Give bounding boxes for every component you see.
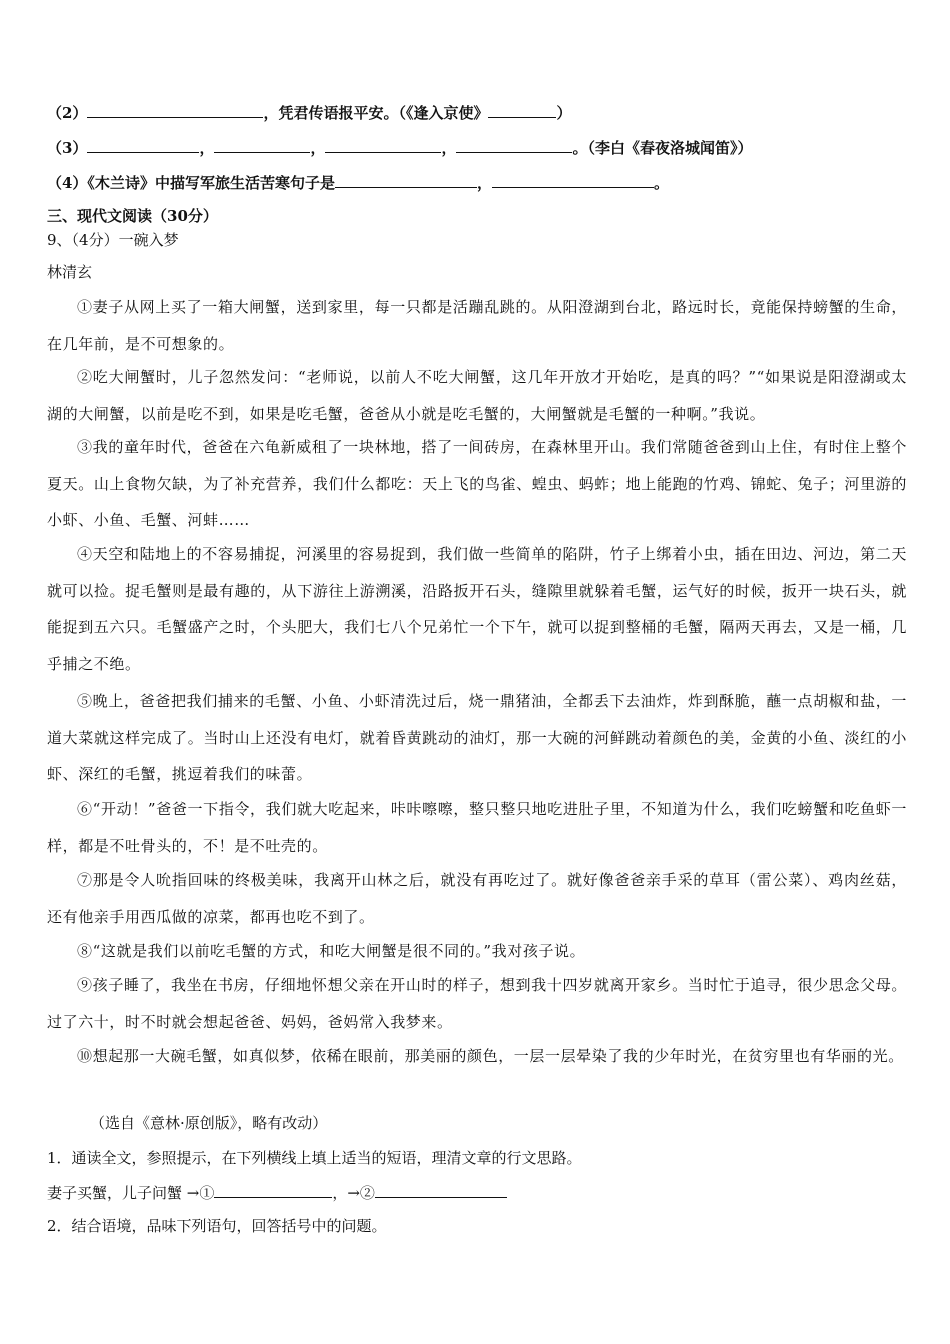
q3-blank-1[interactable] [87, 137, 199, 153]
q3-sep-1: ， [199, 139, 215, 157]
fill-in-q4 [47, 172, 669, 193]
question-9-header: 9、（4分）一碗入梦 [47, 231, 179, 249]
paragraph-7: ⑦那是令人吮指回味的终极美味，我离开山林之后，就没有再吃过了。就好像爸爸亲手采的草耳（雷公菜）、鸡肉丝菇，还有他亲手用西瓜做的凉菜，都再也吃不到了。 [47, 871, 907, 926]
q1-blank-2[interactable] [375, 1182, 507, 1198]
q4-blank-1[interactable] [335, 172, 477, 188]
paragraph-1: ①妻子从网上买了一箱大闸蟹，送到家里，每一只都是活蹦乱跳的。从阳澄湖到台北，路远时长，竟能保持螃蟹的生命，在几年前，是不可想象的。 [47, 298, 907, 353]
q2-blank-2[interactable] [488, 102, 556, 118]
paragraph-9: ⑨孩子睡了，我坐在书房，仔细地怀想父亲在开山时的样子，想到我十四岁就离开家乡。当时忙于追寻，很少思念父母。过了六十，时不时就会想起爸爸、妈妈，爸妈常入我梦来。 [47, 976, 907, 1031]
section-heading: 三、现代文阅读（30分） [47, 207, 218, 225]
q2-text: ，凭君传语报平安。（《逢入京使》 [263, 104, 489, 122]
paragraph-5: ⑤晚上，爸爸把我们捕来的毛蟹、小鱼、小虾清洗过后，烧一鼎猪油，全都丢下去油炸，炸到酥脆，蘸一点胡椒和盐，一道大菜就这样完成了。当时山上还没有电灯，就着昏黄跳动的油灯，那一大碗的河鲜跳动着颜色的美，金黄的小鱼、淡红的小虾、深红的毛蟹，挑逗着我们的味蕾。 [47, 692, 907, 783]
paragraph-8: ⑧“这就是我们以前吃毛蟹的方式，和吃大闸蟹是很不同的。”我对孩子说。 [77, 942, 586, 960]
paragraph-2: ②吃大闸蟹时，儿子忽然发问：“老师说，以前人不吃大闸蟹，这几年开放才开始吃，是真的吗？”“如果说是阳澄湖或太湖的大闸蟹，以前是吃不到，如果是吃毛蟹，爸爸从小就是吃毛蟹的，大闸蟹就是毛蟹的一种啊。”我说。 [47, 368, 907, 423]
sub-question-1-prompt [47, 1182, 507, 1203]
q1-blank-1[interactable] [214, 1182, 332, 1198]
source-note: （选自《意林·原创版》，略有改动） [90, 1114, 328, 1132]
q3-end: 。（李白《春夜洛城闻笛》） [572, 139, 753, 157]
q2-number: （2） [47, 104, 88, 122]
q4-end: 。 [653, 174, 669, 192]
paragraph-4: ④天空和陆地上的不容易捕捉，河溪里的容易捉到，我们做一些简单的陷阱，竹子上绑着小虫，插在田边、河边，第二天就可以捡。捉毛蟹则是最有趣的，从下游往上游溯溪，沿路扳开石头，缝隙里就躲着毛蟹，运气好的时候，扳开一块石头，就能捉到五六只。毛蟹盛产之时，个头肥大，我们七八个兄弟忙一个下午，就可以捉到整桶的毛蟹，隔两天再去，又是一桶，几乎捕之不绝。 [47, 545, 907, 673]
paragraph-6: ⑥“开动！”爸爸一下指令，我们就大吃起来，咔咔嚓嚓，整只整只地吃进肚子里，不知道为什么，我们吃螃蟹和吃鱼虾一样，都是不吐骨头的，不！是不吐壳的。 [47, 800, 907, 855]
q3-blank-3[interactable] [325, 137, 441, 153]
q1-prompt-text: 妻子买蟹，儿子问蟹 →① [47, 1184, 215, 1202]
sub-question-1: 1．通读全文，参照提示，在下列横线上填上适当的短语，理清文章的行文思路。 [47, 1149, 582, 1167]
q4-blank-2[interactable] [492, 172, 654, 188]
q2-blank-1[interactable] [87, 102, 263, 118]
q4-text: （4）《木兰诗》中描写军旅生活苦寒句子是 [47, 174, 335, 192]
q1-arrow-text: ，→② [332, 1184, 375, 1202]
q3-blank-2[interactable] [214, 137, 310, 153]
q2-end: ） [556, 104, 572, 122]
paragraph-3: ③我的童年时代，爸爸在六龟新威租了一块林地，搭了一间砖房，在森林里开山。我们常随爸爸到山上住，有时住上整个夏天。山上食物欠缺，为了补充营养，我们什么都吃：天上飞的鸟雀、蝗虫、蚂蚱；地上能跑的竹鸡、锦蛇、兔子；河里游的小虾、小鱼、毛蟹、河蚌…… [47, 438, 907, 529]
fill-in-q2 [47, 102, 571, 123]
article-author: 林清玄 [47, 263, 93, 281]
q3-number: （3） [47, 139, 88, 157]
sub-question-2: 2．结合语境，品味下列语句，回答括号中的问题。 [47, 1217, 387, 1235]
q3-sep-2: ， [310, 139, 326, 157]
q3-blank-4[interactable] [456, 137, 572, 153]
paragraph-10: ⑩想起那一大碗毛蟹，如真似梦，依稀在眼前，那美丽的颜色，一层一层晕染了我的少年时光，在贫穷里也有华丽的光。 [77, 1047, 904, 1065]
fill-in-q3 [47, 137, 753, 158]
q3-sep-3: ， [441, 139, 457, 157]
q4-sep: ， [476, 174, 492, 192]
